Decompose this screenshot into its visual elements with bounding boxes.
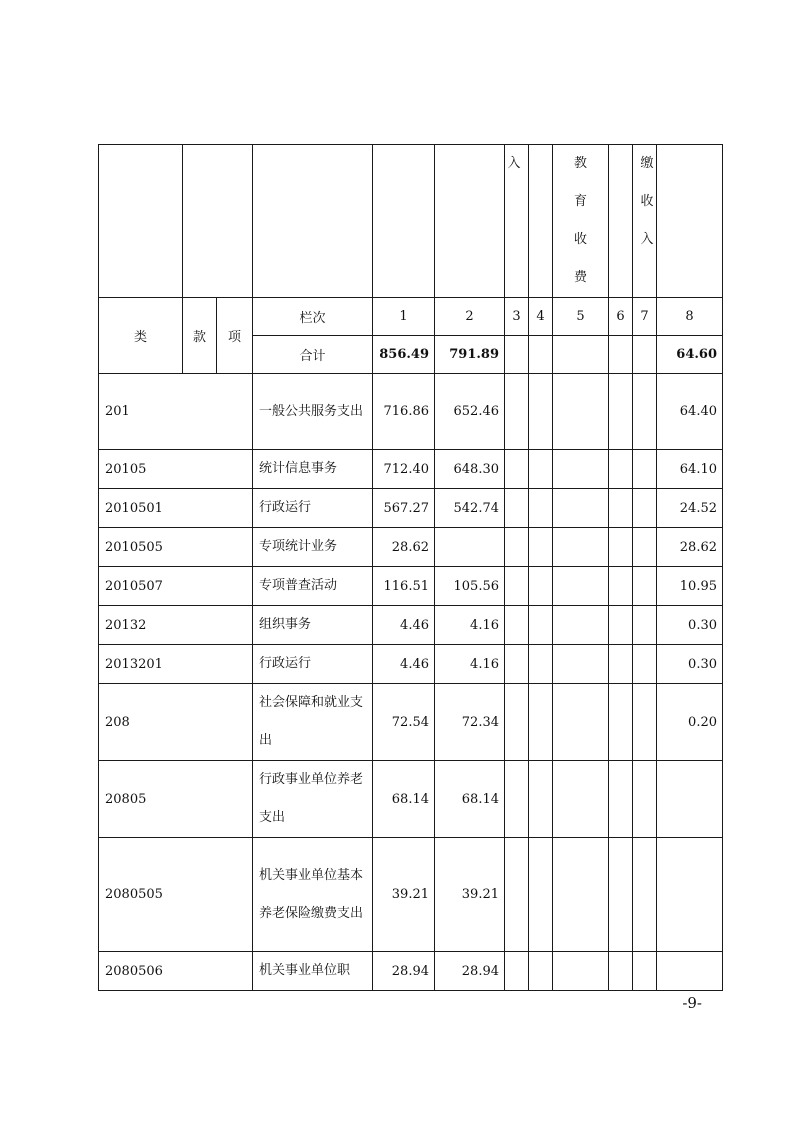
header-blank-lei bbox=[99, 145, 183, 298]
col-num-1: 1 bbox=[373, 298, 435, 336]
row-c8 bbox=[657, 761, 723, 838]
total-c2: 791.89 bbox=[435, 336, 505, 374]
row-name: 专项统计业务 bbox=[253, 528, 373, 567]
col-num-7: 7 bbox=[633, 298, 657, 336]
row-c8: 10.95 bbox=[657, 567, 723, 606]
lanci-row bbox=[99, 298, 723, 336]
header-kuan: 款 bbox=[183, 298, 217, 374]
row-name: 机关事业单位基本养老保险缴费支出 bbox=[253, 838, 373, 952]
row-c1: 28.62 bbox=[373, 528, 435, 567]
row-c8: 24.52 bbox=[657, 489, 723, 528]
table-row bbox=[99, 606, 723, 645]
row-c4 bbox=[529, 645, 553, 684]
row-name: 社会保障和就业支出 bbox=[253, 684, 373, 761]
row-c3 bbox=[505, 489, 529, 528]
row-code: 2010507 bbox=[99, 567, 253, 606]
table-row bbox=[99, 450, 723, 489]
row-name: 一般公共服务支出 bbox=[253, 374, 373, 450]
row-code: 2013201 bbox=[99, 645, 253, 684]
row-c5 bbox=[553, 450, 609, 489]
row-c3 bbox=[505, 838, 529, 952]
row-name: 行政运行 bbox=[253, 645, 373, 684]
row-name: 统计信息事务 bbox=[253, 450, 373, 489]
row-c4 bbox=[529, 450, 553, 489]
header-lanci: 栏次 bbox=[253, 298, 373, 336]
table-row bbox=[99, 374, 723, 450]
row-c1: 567.27 bbox=[373, 489, 435, 528]
row-c6 bbox=[609, 838, 633, 952]
row-name: 专项普查活动 bbox=[253, 567, 373, 606]
total-label: 合计 bbox=[253, 336, 373, 374]
row-c1: 4.46 bbox=[373, 606, 435, 645]
total-c5 bbox=[553, 336, 609, 374]
row-c2: 4.16 bbox=[435, 645, 505, 684]
row-c5 bbox=[553, 761, 609, 838]
row-c5 bbox=[553, 567, 609, 606]
row-c7 bbox=[633, 489, 657, 528]
row-c1: 716.86 bbox=[373, 374, 435, 450]
header-top-row bbox=[99, 145, 723, 298]
row-c7 bbox=[633, 761, 657, 838]
row-c5 bbox=[553, 838, 609, 952]
row-c8: 64.40 bbox=[657, 374, 723, 450]
row-c3 bbox=[505, 528, 529, 567]
table-row bbox=[99, 645, 723, 684]
row-c4 bbox=[529, 838, 553, 952]
table-row bbox=[99, 567, 723, 606]
row-c8: 0.20 bbox=[657, 684, 723, 761]
row-name: 行政事业单位养老支出 bbox=[253, 761, 373, 838]
col-num-4: 4 bbox=[529, 298, 553, 336]
row-c8: 28.62 bbox=[657, 528, 723, 567]
header-col7 bbox=[633, 145, 657, 298]
row-c7 bbox=[633, 952, 657, 991]
row-c1: 28.94 bbox=[373, 952, 435, 991]
row-c8: 0.30 bbox=[657, 645, 723, 684]
row-c7 bbox=[633, 645, 657, 684]
header-blank-c1 bbox=[373, 145, 435, 298]
col5-fragment: 教 育 收 费 bbox=[573, 156, 587, 285]
col3-fragment: 入 bbox=[507, 156, 521, 171]
row-c7 bbox=[633, 450, 657, 489]
row-c3 bbox=[505, 684, 529, 761]
row-c2: 105.56 bbox=[435, 567, 505, 606]
table-row bbox=[99, 489, 723, 528]
row-c2 bbox=[435, 528, 505, 567]
header-col3 bbox=[505, 145, 529, 298]
header-col5 bbox=[553, 145, 609, 298]
total-c7 bbox=[633, 336, 657, 374]
row-c8: 64.10 bbox=[657, 450, 723, 489]
table-row bbox=[99, 528, 723, 567]
row-c2: 652.46 bbox=[435, 374, 505, 450]
row-c7 bbox=[633, 606, 657, 645]
row-code: 20132 bbox=[99, 606, 253, 645]
header-lei: 类 bbox=[99, 298, 183, 374]
row-c3 bbox=[505, 450, 529, 489]
row-c4 bbox=[529, 489, 553, 528]
row-c2: 39.21 bbox=[435, 838, 505, 952]
table-row bbox=[99, 684, 723, 761]
row-c2: 542.74 bbox=[435, 489, 505, 528]
header-col8 bbox=[657, 145, 723, 298]
budget-table bbox=[98, 144, 723, 991]
row-c3 bbox=[505, 952, 529, 991]
col-num-6: 6 bbox=[609, 298, 633, 336]
row-name: 行政运行 bbox=[253, 489, 373, 528]
row-c7 bbox=[633, 528, 657, 567]
row-c6 bbox=[609, 645, 633, 684]
row-code: 2010505 bbox=[99, 528, 253, 567]
row-code: 20105 bbox=[99, 450, 253, 489]
row-c4 bbox=[529, 606, 553, 645]
row-c7 bbox=[633, 684, 657, 761]
row-c1: 72.54 bbox=[373, 684, 435, 761]
header-col6 bbox=[609, 145, 633, 298]
col-num-2: 2 bbox=[435, 298, 505, 336]
row-c2: 68.14 bbox=[435, 761, 505, 838]
header-col4 bbox=[529, 145, 553, 298]
header-blank-name bbox=[253, 145, 373, 298]
row-code: 2080505 bbox=[99, 838, 253, 952]
table-row bbox=[99, 761, 723, 838]
row-c1: 116.51 bbox=[373, 567, 435, 606]
header-blank-c2 bbox=[435, 145, 505, 298]
row-code: 2080506 bbox=[99, 952, 253, 991]
row-c3 bbox=[505, 606, 529, 645]
row-c1: 4.46 bbox=[373, 645, 435, 684]
row-code: 208 bbox=[99, 684, 253, 761]
row-c6 bbox=[609, 606, 633, 645]
row-code: 20805 bbox=[99, 761, 253, 838]
row-c2: 4.16 bbox=[435, 606, 505, 645]
row-c5 bbox=[553, 684, 609, 761]
row-c5 bbox=[553, 606, 609, 645]
table-row bbox=[99, 838, 723, 952]
row-c4 bbox=[529, 684, 553, 761]
col-num-3: 3 bbox=[505, 298, 529, 336]
row-c1: 68.14 bbox=[373, 761, 435, 838]
row-c6 bbox=[609, 489, 633, 528]
col7-fragment: 缴 收 入 bbox=[640, 156, 654, 247]
row-c6 bbox=[609, 684, 633, 761]
row-c8: 0.30 bbox=[657, 606, 723, 645]
total-c6 bbox=[609, 336, 633, 374]
row-c6 bbox=[609, 952, 633, 991]
row-c6 bbox=[609, 761, 633, 838]
row-c5 bbox=[553, 645, 609, 684]
row-c6 bbox=[609, 450, 633, 489]
col-num-8: 8 bbox=[657, 298, 723, 336]
total-c8: 64.60 bbox=[657, 336, 723, 374]
row-c1: 712.40 bbox=[373, 450, 435, 489]
row-c2: 28.94 bbox=[435, 952, 505, 991]
row-c6 bbox=[609, 567, 633, 606]
row-c8 bbox=[657, 838, 723, 952]
row-c3 bbox=[505, 567, 529, 606]
row-c3 bbox=[505, 374, 529, 450]
row-c6 bbox=[609, 374, 633, 450]
header-blank-kuan-xiang bbox=[183, 145, 253, 298]
total-c3 bbox=[505, 336, 529, 374]
header-xiang: 项 bbox=[217, 298, 253, 374]
row-code: 2010501 bbox=[99, 489, 253, 528]
row-c4 bbox=[529, 761, 553, 838]
row-name: 组织事务 bbox=[253, 606, 373, 645]
table-row bbox=[99, 952, 723, 991]
row-c6 bbox=[609, 528, 633, 567]
row-c3 bbox=[505, 645, 529, 684]
row-c4 bbox=[529, 528, 553, 567]
row-c5 bbox=[553, 489, 609, 528]
row-c7 bbox=[633, 374, 657, 450]
row-c7 bbox=[633, 567, 657, 606]
row-c5 bbox=[553, 952, 609, 991]
row-c2: 648.30 bbox=[435, 450, 505, 489]
row-c2: 72.34 bbox=[435, 684, 505, 761]
row-c4 bbox=[529, 952, 553, 991]
col-num-5: 5 bbox=[553, 298, 609, 336]
row-c5 bbox=[553, 374, 609, 450]
row-name: 机关事业单位职 bbox=[253, 952, 373, 991]
row-c3 bbox=[505, 761, 529, 838]
total-c1: 856.49 bbox=[373, 336, 435, 374]
row-c1: 39.21 bbox=[373, 838, 435, 952]
row-c8 bbox=[657, 952, 723, 991]
row-c4 bbox=[529, 374, 553, 450]
row-c4 bbox=[529, 567, 553, 606]
row-c7 bbox=[633, 838, 657, 952]
total-c4 bbox=[529, 336, 553, 374]
row-code: 201 bbox=[99, 374, 253, 450]
page-number: -9- bbox=[682, 994, 702, 1012]
row-c5 bbox=[553, 528, 609, 567]
